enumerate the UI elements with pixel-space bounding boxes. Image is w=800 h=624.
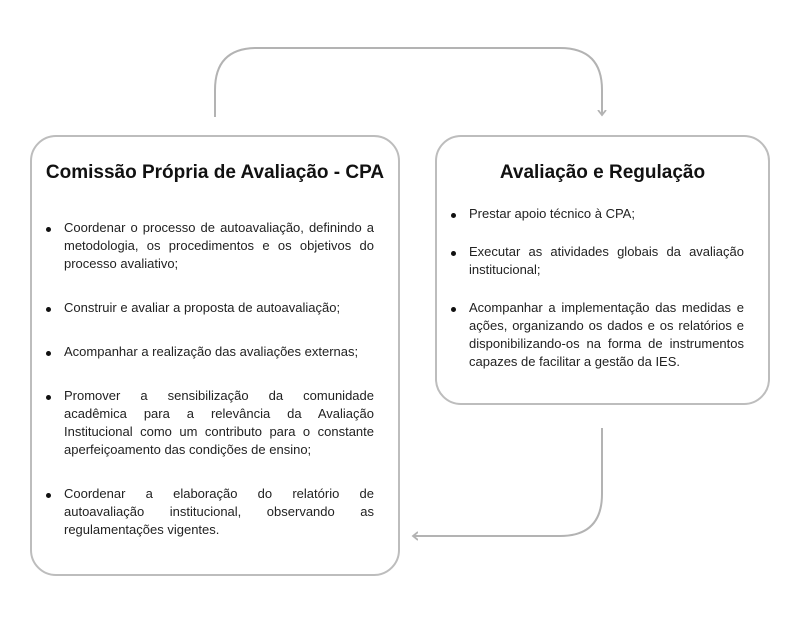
bullet-icon (46, 493, 51, 498)
cpa-list-item (64, 387, 374, 459)
cpa-list-item (64, 343, 374, 361)
cpa-list (32, 219, 398, 539)
bullet-icon (451, 307, 456, 312)
bullet-icon (46, 227, 51, 232)
cpa-item-text: Coordenar o processo de autoavaliação, definindo a metodologia, os procedimentos e os objetivos do processo avaliativo; (64, 220, 374, 271)
regulacao-list (437, 205, 768, 371)
cpa-list-item (64, 485, 374, 539)
cpa-box (30, 135, 400, 576)
regulacao-list-item (469, 299, 744, 371)
regulacao-list-item (469, 243, 744, 279)
cpa-list-item (64, 219, 374, 273)
regulacao-item-text: Executar as atividades globais da avaliação institucional; (469, 244, 744, 277)
bullet-icon (46, 307, 51, 312)
top-connector-arrow (215, 48, 602, 117)
cpa-title: Comissão Própria de Avaliação - CPA (45, 162, 385, 183)
bullet-icon (451, 251, 456, 256)
regulacao-item-text: Prestar apoio técnico à CPA; (469, 206, 635, 221)
bottom-connector-arrow (413, 428, 602, 536)
cpa-item-text: Promover a sensibilização da comunidade acadêmica para a relevância da Avaliação Institucional como um contributo para o constante aperfeiçoamento das condições de ensino; (64, 388, 374, 457)
regulacao-title: Avaliação e Regulação (499, 162, 706, 183)
regulacao-item-text: Acompanhar a implementação das medidas e ações, organizando os dados e os relatórios e disponibilizando-os na forma de instrumentos capazes de facilitar a gestão da IES. (469, 300, 744, 369)
cpa-item-text: Coordenar a elaboração do relatório de autoavaliação institucional, observando as regulamentações vigentes. (64, 486, 374, 537)
cpa-list-item (64, 299, 374, 317)
regulacao-list-item (469, 205, 744, 223)
bullet-icon (451, 213, 456, 218)
cpa-item-text: Construir e avaliar a proposta de autoavaliação; (64, 300, 341, 315)
bullet-icon (46, 351, 51, 356)
cpa-item-text: Acompanhar a realização das avaliações externas; (64, 344, 359, 359)
bullet-icon (46, 395, 51, 400)
regulacao-box (435, 135, 770, 405)
